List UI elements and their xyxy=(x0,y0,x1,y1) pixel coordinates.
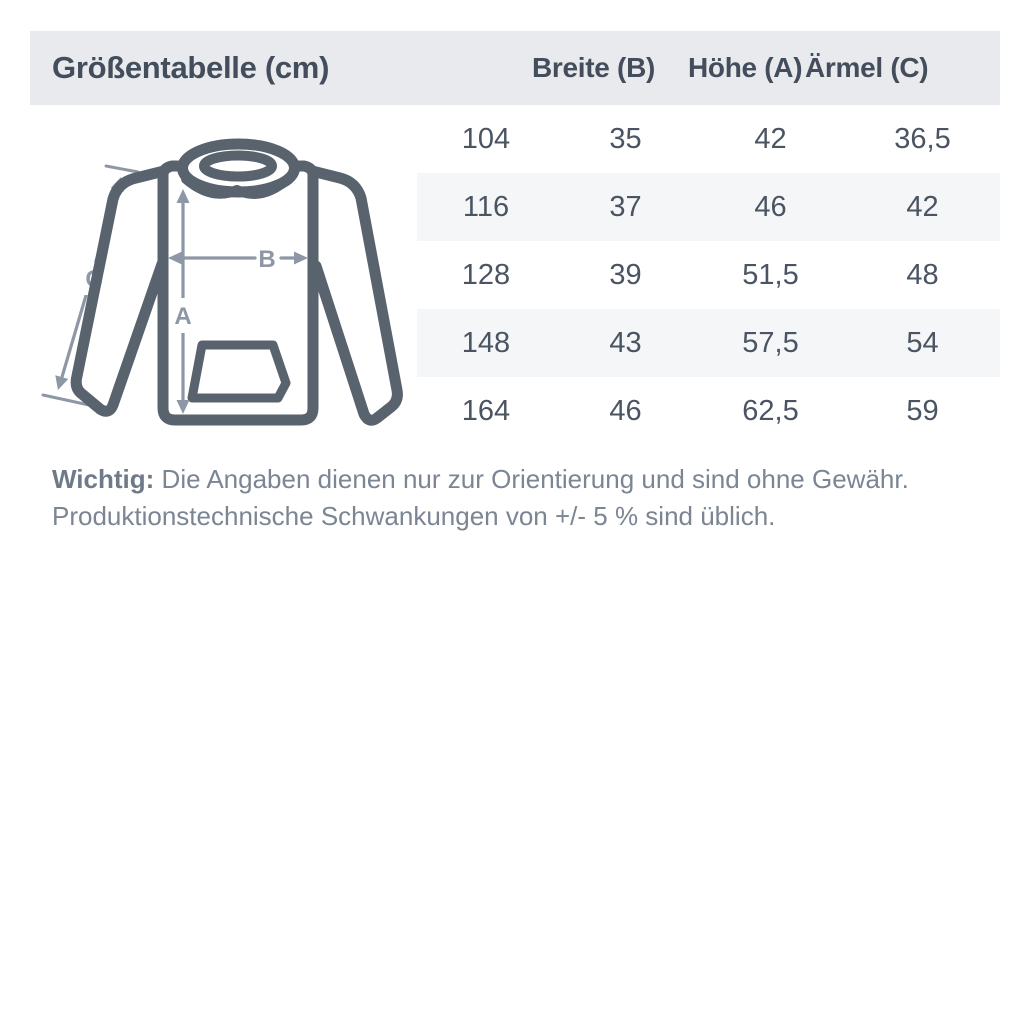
breite-cell: 39 xyxy=(609,258,642,291)
table-row xyxy=(417,173,1000,241)
breite-cell: 37 xyxy=(609,190,642,223)
note-line-1 xyxy=(52,461,972,498)
hoodie-icon xyxy=(76,144,397,420)
aermel-cell: 48 xyxy=(906,258,939,291)
pocket xyxy=(192,345,286,398)
note-bold-label: Wichtig: xyxy=(52,464,155,494)
hoodie-measurement-diagram xyxy=(40,130,440,445)
size-cell: 164 xyxy=(461,394,511,427)
hood-opening xyxy=(204,156,272,177)
column-header-breite: Breite (B) xyxy=(532,52,656,83)
aermel-cell: 36,5 xyxy=(894,122,951,155)
disclaimer-note xyxy=(52,461,972,535)
aermel-cell: 59 xyxy=(906,394,939,427)
table-row xyxy=(417,105,1000,173)
hoehe-cell: 62,5 xyxy=(742,394,799,427)
breite-cell: 35 xyxy=(609,122,642,155)
dimension-cap-top xyxy=(106,166,138,172)
page-title: Größentabelle (cm) xyxy=(52,50,330,85)
column-header-aermel: Ärmel (C) xyxy=(805,52,929,83)
note-text-1: Die Angaben dienen nur zur Orientierung und sind ohne Gewähr. xyxy=(154,464,909,494)
size-cell: 116 xyxy=(462,190,510,223)
size-cell: 148 xyxy=(461,326,511,359)
size-cell: 104 xyxy=(461,122,511,155)
breite-cell: 46 xyxy=(609,394,642,427)
table-row xyxy=(417,241,1000,309)
hoehe-cell: 57,5 xyxy=(742,326,799,359)
table-row xyxy=(417,377,1000,445)
size-cell: 128 xyxy=(461,258,511,291)
width-label-b: B xyxy=(258,246,276,273)
aermel-cell: 54 xyxy=(906,326,939,359)
height-label-a: A xyxy=(174,303,192,330)
column-header-hoehe: Höhe (A) xyxy=(688,52,803,83)
size-table xyxy=(417,105,1000,445)
hoehe-cell: 42 xyxy=(754,122,787,155)
aermel-cell: 42 xyxy=(906,190,939,223)
hoehe-cell: 51,5 xyxy=(742,258,799,291)
note-line-2: Produktionstechnische Schwankungen von +/- 5 % sind üblich. xyxy=(52,501,776,531)
breite-cell: 43 xyxy=(609,326,642,359)
size-chart-header xyxy=(30,31,1000,105)
table-row xyxy=(417,309,1000,377)
sleeve-label-c: C xyxy=(85,266,103,293)
hoehe-cell: 46 xyxy=(754,190,787,223)
